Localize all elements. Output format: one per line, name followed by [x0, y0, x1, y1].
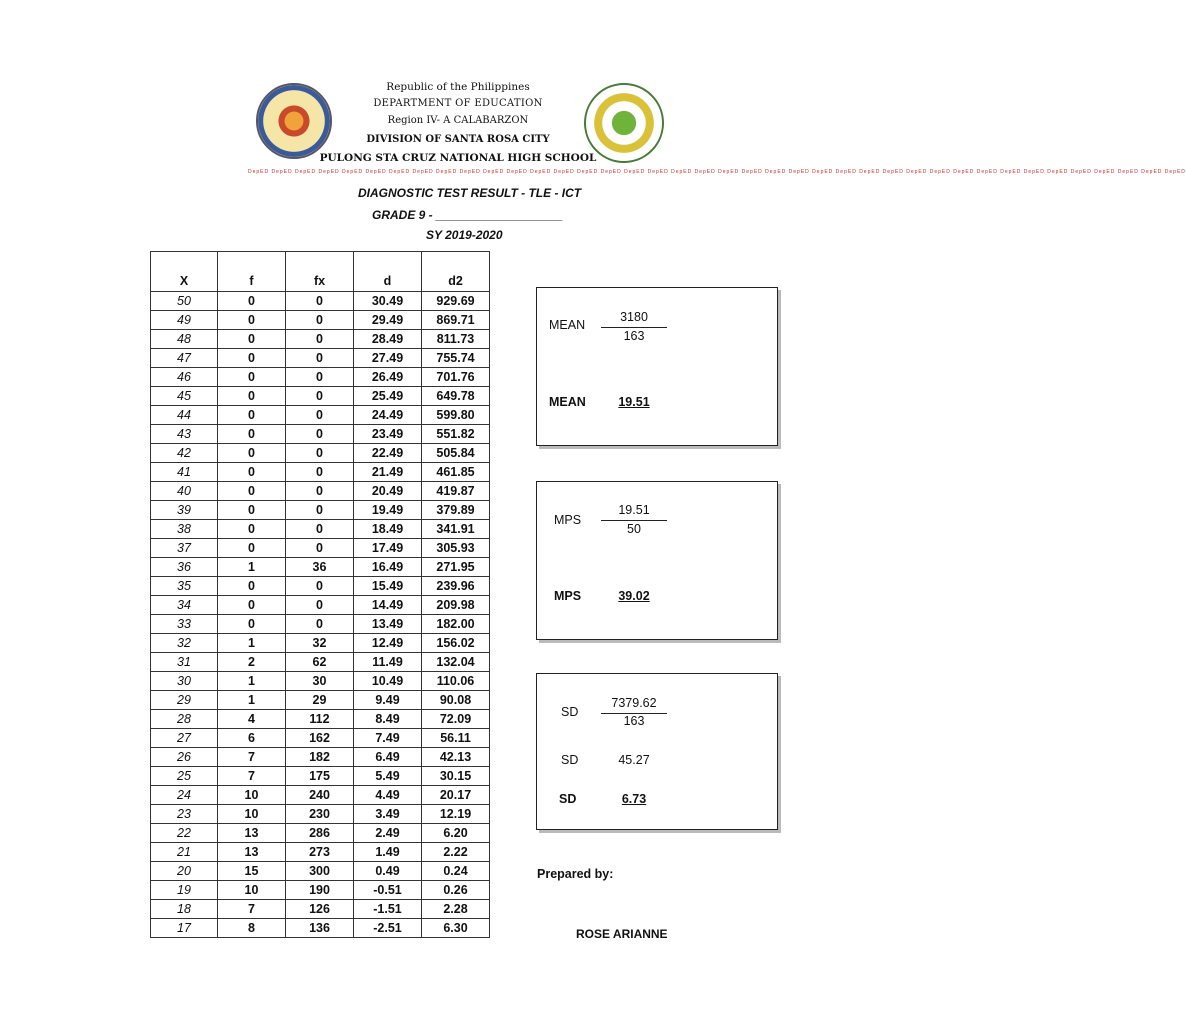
table-row	[151, 767, 490, 786]
cell-d2: 461.85	[422, 463, 490, 482]
cell-x: 41	[151, 463, 218, 482]
cell-d: -2.51	[354, 919, 422, 938]
table-row	[151, 824, 490, 843]
cell-d: 1.49	[354, 843, 422, 862]
table-row	[151, 843, 490, 862]
cell-d2: 869.71	[422, 311, 490, 330]
cell-f: 0	[218, 406, 286, 425]
cell-d2: 72.09	[422, 710, 490, 729]
cell-fx: 0	[286, 349, 354, 368]
cell-d: 3.49	[354, 805, 422, 824]
cell-d: 29.49	[354, 311, 422, 330]
cell-d2: 0.24	[422, 862, 490, 881]
cell-x: 24	[151, 786, 218, 805]
cell-d2: 209.98	[422, 596, 490, 615]
cell-f: 7	[218, 767, 286, 786]
table-row	[151, 634, 490, 653]
table-row	[151, 368, 490, 387]
cell-d: 0.49	[354, 862, 422, 881]
cell-fx: 30	[286, 672, 354, 691]
cell-d2: 305.93	[422, 539, 490, 558]
cell-d2: 6.30	[422, 919, 490, 938]
cell-f: 10	[218, 805, 286, 824]
table-row	[151, 710, 490, 729]
cell-x: 23	[151, 805, 218, 824]
cell-f: 0	[218, 577, 286, 596]
cell-d2: 551.82	[422, 425, 490, 444]
cell-fx: 0	[286, 501, 354, 520]
table-row	[151, 406, 490, 425]
cell-fx: 126	[286, 900, 354, 919]
cell-fx: 0	[286, 292, 354, 311]
table-row	[151, 653, 490, 672]
cell-d2: 239.96	[422, 577, 490, 596]
table-row	[151, 729, 490, 748]
cell-x: 39	[151, 501, 218, 520]
cell-x: 22	[151, 824, 218, 843]
table-row	[151, 786, 490, 805]
cell-fx: 162	[286, 729, 354, 748]
cell-fx: 0	[286, 539, 354, 558]
cell-f: 0	[218, 387, 286, 406]
cell-d2: 90.08	[422, 691, 490, 710]
cell-f: 2	[218, 653, 286, 672]
cell-x: 36	[151, 558, 218, 577]
cell-fx: 0	[286, 482, 354, 501]
cell-d: 9.49	[354, 691, 422, 710]
cell-fx: 0	[286, 596, 354, 615]
cell-x: 29	[151, 691, 218, 710]
cell-f: 13	[218, 843, 286, 862]
table-row	[151, 349, 490, 368]
cell-d: 4.49	[354, 786, 422, 805]
cell-d: 10.49	[354, 672, 422, 691]
header-fx: fx	[286, 252, 354, 292]
cell-d: 24.49	[354, 406, 422, 425]
cell-d: 22.49	[354, 444, 422, 463]
cell-d: -0.51	[354, 881, 422, 900]
cell-fx: 32	[286, 634, 354, 653]
header-region: Region IV- A CALABARZON	[387, 115, 529, 126]
cell-d: 19.49	[354, 501, 422, 520]
cell-f: 15	[218, 862, 286, 881]
cell-x: 45	[151, 387, 218, 406]
cell-d2: 341.91	[422, 520, 490, 539]
cell-fx: 190	[286, 881, 354, 900]
cell-f: 1	[218, 558, 286, 577]
table-row	[151, 672, 490, 691]
cell-x: 47	[151, 349, 218, 368]
sd-result: 6.73	[621, 792, 647, 806]
cell-f: 13	[218, 824, 286, 843]
table-row	[151, 444, 490, 463]
cell-fx: 0	[286, 444, 354, 463]
table-row	[151, 482, 490, 501]
table-row	[151, 881, 490, 900]
cell-x: 37	[151, 539, 218, 558]
cell-d: 18.49	[354, 520, 422, 539]
table-row	[151, 577, 490, 596]
cell-x: 26	[151, 748, 218, 767]
cell-fx: 0	[286, 463, 354, 482]
cell-d: 28.49	[354, 330, 422, 349]
mps-fraction-bar	[601, 520, 667, 521]
sd-denominator: 163	[623, 714, 645, 728]
cell-d2: 2.22	[422, 843, 490, 862]
cell-x: 48	[151, 330, 218, 349]
cell-f: 4	[218, 710, 286, 729]
mps-result: 39.02	[618, 589, 650, 603]
table-row	[151, 805, 490, 824]
cell-x: 19	[151, 881, 218, 900]
sd-result-label: SD	[559, 792, 577, 806]
cell-fx: 0	[286, 577, 354, 596]
mean-denominator: 163	[623, 329, 645, 343]
mps-box	[536, 481, 778, 640]
header-division: DIVISION OF SANTA ROSA CITY	[366, 134, 550, 145]
cell-d2: 811.73	[422, 330, 490, 349]
cell-d2: 929.69	[422, 292, 490, 311]
cell-f: 10	[218, 786, 286, 805]
table-row	[151, 691, 490, 710]
cell-x: 17	[151, 919, 218, 938]
cell-x: 25	[151, 767, 218, 786]
cell-fx: 286	[286, 824, 354, 843]
cell-f: 6	[218, 729, 286, 748]
cell-d: 12.49	[354, 634, 422, 653]
preparer-name: ROSE ARIANNE	[576, 927, 668, 941]
table-row	[151, 539, 490, 558]
cell-x: 27	[151, 729, 218, 748]
cell-x: 32	[151, 634, 218, 653]
cell-d2: 419.87	[422, 482, 490, 501]
report-title: DIAGNOSTIC TEST RESULT - TLE - ICT	[358, 186, 582, 200]
cell-d: 15.49	[354, 577, 422, 596]
cell-f: 0	[218, 368, 286, 387]
cell-d: 23.49	[354, 425, 422, 444]
cell-d: 16.49	[354, 558, 422, 577]
school-year: SY 2019-2020	[426, 228, 503, 242]
cell-fx: 273	[286, 843, 354, 862]
cell-f: 0	[218, 330, 286, 349]
cell-d: 13.49	[354, 615, 422, 634]
table-row	[151, 900, 490, 919]
cell-f: 0	[218, 482, 286, 501]
cell-f: 0	[218, 349, 286, 368]
cell-x: 42	[151, 444, 218, 463]
cell-x: 18	[151, 900, 218, 919]
sd-label: SD	[561, 705, 579, 719]
cell-d2: 20.17	[422, 786, 490, 805]
table-row	[151, 520, 490, 539]
mps-numerator: 19.51	[618, 503, 650, 517]
cell-fx: 0	[286, 330, 354, 349]
mean-fraction-bar	[601, 327, 667, 328]
cell-x: 43	[151, 425, 218, 444]
cell-fx: 29	[286, 691, 354, 710]
cell-d2: 30.15	[422, 767, 490, 786]
cell-d2: 701.76	[422, 368, 490, 387]
cell-d2: 505.84	[422, 444, 490, 463]
cell-d: 6.49	[354, 748, 422, 767]
cell-d2: 649.78	[422, 387, 490, 406]
sd-variance-label: SD	[561, 753, 579, 767]
table-row	[151, 463, 490, 482]
mean-box	[536, 287, 778, 446]
cell-fx: 230	[286, 805, 354, 824]
cell-d2: 2.28	[422, 900, 490, 919]
cell-d: 7.49	[354, 729, 422, 748]
mean-result-label: MEAN	[549, 395, 586, 409]
header-f: f	[218, 252, 286, 292]
prepared-by-label: Prepared by:	[537, 867, 614, 881]
cell-f: 0	[218, 596, 286, 615]
cell-f: 0	[218, 463, 286, 482]
cell-d2: 6.20	[422, 824, 490, 843]
table-row	[151, 501, 490, 520]
cell-d2: 379.89	[422, 501, 490, 520]
cell-x: 35	[151, 577, 218, 596]
cell-fx: 240	[286, 786, 354, 805]
cell-x: 28	[151, 710, 218, 729]
cell-d: 26.49	[354, 368, 422, 387]
cell-f: 7	[218, 748, 286, 767]
table-row	[151, 919, 490, 938]
mps-label: MPS	[554, 513, 582, 527]
cell-x: 49	[151, 311, 218, 330]
cell-x: 44	[151, 406, 218, 425]
cell-f: 10	[218, 881, 286, 900]
table-row	[151, 311, 490, 330]
cell-f: 1	[218, 634, 286, 653]
table-header-row	[151, 252, 490, 292]
cell-d2: 182.00	[422, 615, 490, 634]
cell-f: 0	[218, 444, 286, 463]
cell-x: 20	[151, 862, 218, 881]
cell-d: 20.49	[354, 482, 422, 501]
cell-d: 8.49	[354, 710, 422, 729]
table-row	[151, 596, 490, 615]
sd-box	[536, 673, 778, 830]
cell-fx: 136	[286, 919, 354, 938]
table-row	[151, 292, 490, 311]
cell-f: 0	[218, 425, 286, 444]
table-row	[151, 330, 490, 349]
cell-fx: 62	[286, 653, 354, 672]
frequency-table	[150, 251, 490, 938]
cell-fx: 0	[286, 615, 354, 634]
cell-x: 38	[151, 520, 218, 539]
cell-fx: 0	[286, 387, 354, 406]
cell-x: 40	[151, 482, 218, 501]
cell-fx: 0	[286, 520, 354, 539]
cell-f: 1	[218, 691, 286, 710]
cell-d: 5.49	[354, 767, 422, 786]
table-row	[151, 862, 490, 881]
header-d: d	[354, 252, 422, 292]
cell-x: 50	[151, 292, 218, 311]
cell-x: 34	[151, 596, 218, 615]
cell-d: 17.49	[354, 539, 422, 558]
cell-f: 7	[218, 900, 286, 919]
cell-f: 0	[218, 615, 286, 634]
cell-d: 14.49	[354, 596, 422, 615]
mean-numerator: 3180	[620, 310, 648, 324]
cell-fx: 182	[286, 748, 354, 767]
cell-f: 0	[218, 520, 286, 539]
cell-d: 21.49	[354, 463, 422, 482]
cell-d2: 56.11	[422, 729, 490, 748]
table-row	[151, 387, 490, 406]
cell-x: 33	[151, 615, 218, 634]
cell-d2: 599.80	[422, 406, 490, 425]
cell-fx: 175	[286, 767, 354, 786]
cell-f: 0	[218, 292, 286, 311]
deped-decorative-strip: DepED DepED DepED DepED DepED DepED DepED DepED DepED DepED DepED DepED DepED DepED DepED DepED DepED DepED DepED DepED DepED DepED DepED DepED DepED DepED DepED DepED DepED DepED DepED DepED DepED DepED DepED DepED DepED DepED DepED DepED	[248, 169, 1186, 175]
cell-d: 27.49	[354, 349, 422, 368]
cell-d: 25.49	[354, 387, 422, 406]
cell-fx: 0	[286, 368, 354, 387]
cell-d: 2.49	[354, 824, 422, 843]
cell-d2: 42.13	[422, 748, 490, 767]
cell-d: 30.49	[354, 292, 422, 311]
cell-x: 21	[151, 843, 218, 862]
cell-d: -1.51	[354, 900, 422, 919]
cell-f: 1	[218, 672, 286, 691]
mps-denominator: 50	[627, 522, 641, 536]
table-row	[151, 425, 490, 444]
cell-x: 31	[151, 653, 218, 672]
header-d2: d2	[422, 252, 490, 292]
mean-label: MEAN	[549, 318, 586, 332]
cell-d2: 132.04	[422, 653, 490, 672]
cell-fx: 0	[286, 425, 354, 444]
cell-d2: 12.19	[422, 805, 490, 824]
cell-d2: 271.95	[422, 558, 490, 577]
mean-result: 19.51	[618, 395, 650, 409]
table-row	[151, 558, 490, 577]
header-department: DEPARTMENT OF EDUCATION	[373, 98, 543, 109]
header-x: X	[151, 252, 218, 292]
sd-numerator: 7379.62	[611, 696, 657, 710]
letterhead	[248, 75, 1186, 175]
cell-f: 0	[218, 311, 286, 330]
cell-d2: 110.06	[422, 672, 490, 691]
table-row	[151, 615, 490, 634]
header-school: PULONG STA CRUZ NATIONAL HIGH SCHOOL	[319, 152, 597, 164]
cell-f: 0	[218, 501, 286, 520]
cell-fx: 36	[286, 558, 354, 577]
cell-fx: 0	[286, 406, 354, 425]
cell-fx: 0	[286, 311, 354, 330]
grade-line: GRADE 9 - ___________________	[372, 208, 563, 222]
sd-variance: 45.27	[618, 753, 650, 767]
cell-f: 8	[218, 919, 286, 938]
cell-d2: 755.74	[422, 349, 490, 368]
cell-d2: 156.02	[422, 634, 490, 653]
cell-x: 30	[151, 672, 218, 691]
cell-fx: 300	[286, 862, 354, 881]
cell-fx: 112	[286, 710, 354, 729]
mps-result-label: MPS	[554, 589, 582, 603]
table-row	[151, 748, 490, 767]
cell-d: 11.49	[354, 653, 422, 672]
cell-x: 46	[151, 368, 218, 387]
cell-f: 0	[218, 539, 286, 558]
header-republic: Republic of the Philippines	[386, 81, 530, 93]
cell-d2: 0.26	[422, 881, 490, 900]
